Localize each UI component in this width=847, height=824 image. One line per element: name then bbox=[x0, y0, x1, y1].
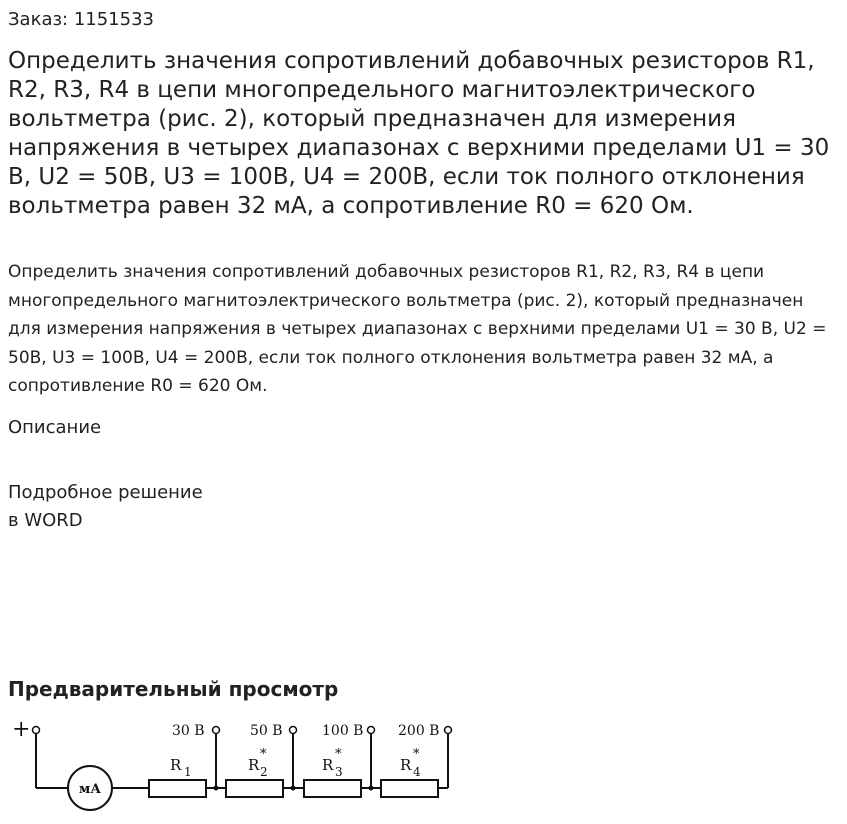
solution-info bbox=[8, 479, 203, 535]
terminal-50-icon bbox=[290, 727, 297, 734]
order-number: Заказ: 1151533 bbox=[8, 9, 154, 30]
tap-label-200: 200 В bbox=[398, 723, 440, 739]
resistor-r1 bbox=[149, 780, 206, 797]
resistor-label-r4 bbox=[400, 747, 421, 779]
resistor-label-r1 bbox=[170, 756, 192, 779]
terminal-30-icon bbox=[213, 727, 220, 734]
resistor-r4 bbox=[381, 780, 438, 797]
terminal-200-icon bbox=[445, 727, 452, 734]
plus-terminal-icon bbox=[33, 727, 40, 734]
svg-text:3: 3 bbox=[335, 765, 343, 779]
solution-line-1: Подробное решение bbox=[8, 482, 203, 503]
tap-label-50: 50 В bbox=[250, 723, 283, 739]
meter-label: мА bbox=[79, 782, 101, 797]
svg-text:*: * bbox=[335, 747, 342, 762]
resistor-r2 bbox=[226, 780, 283, 797]
svg-text:2: 2 bbox=[260, 765, 268, 779]
svg-text:R: R bbox=[248, 756, 260, 774]
task-title: Определить значения сопротивлений добавочных резисторов R1, R2, R3, R4 в цепи многопредельного магнитоэлектрического вольтметра (рис. 2), который предназначен для измерения напряжения в четырех диапазонах с верхними пределами U1 = 30 В, U2 = 50В, U3 = 100В, U4 = 200В, если ток полного отклонения вольтметра равен 32 мА, а сопротивление R0 = 620 Ом. bbox=[8, 48, 830, 219]
tap-label-100: 100 В bbox=[322, 723, 364, 739]
preview-heading: Предварительный просмотр bbox=[8, 677, 339, 701]
task-description: Определить значения сопротивлений добавочных резисторов R1, R2, R3, R4 в цепи многопредельного магнитоэлектрического вольтметра (рис. 2), который предназначен для измерения напряжения в четырех диапазонах с верхними пределами U1 = 30 В, U2 = 50В, U3 = 100В, U4 = 200В, если ток полного отклонения вольтметра равен 32 мА, а сопротивление R0 = 620 Ом. bbox=[8, 262, 827, 396]
solution-line-2: в WORD bbox=[8, 510, 83, 531]
svg-text:*: * bbox=[260, 747, 267, 762]
tap-label-30: 30 В bbox=[172, 723, 205, 739]
resistor-label-r3 bbox=[322, 747, 343, 779]
resistor-label-r2 bbox=[248, 747, 268, 779]
svg-text:R: R bbox=[400, 756, 412, 774]
svg-text:4: 4 bbox=[413, 765, 421, 779]
svg-text:1: 1 bbox=[184, 765, 192, 779]
plus-sign: + bbox=[12, 717, 31, 742]
circuit-diagram bbox=[0, 712, 480, 824]
resistor-r3 bbox=[304, 780, 361, 797]
description-heading: Описание bbox=[8, 417, 102, 438]
terminal-100-icon bbox=[368, 727, 375, 734]
svg-text:*: * bbox=[413, 747, 420, 762]
svg-text:R: R bbox=[322, 756, 334, 774]
svg-text:R: R bbox=[170, 756, 182, 774]
